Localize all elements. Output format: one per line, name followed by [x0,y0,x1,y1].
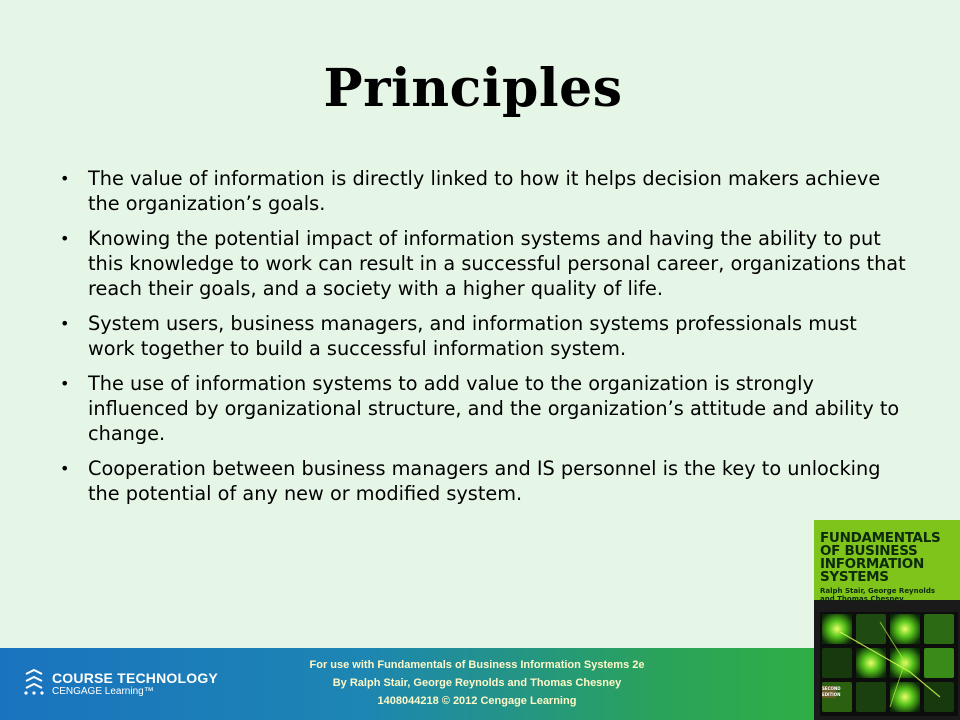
book-cover [814,520,960,720]
bullet-text: Knowing the potential impact of information systems and having the ability to put this knowledge to work can result in a successful personal career, organizations that reach their goals, and a society with a higher quality of life. [88,227,906,300]
bullet-marker: • [60,229,70,248]
footer-credit-line: By Ralph Stair, George Reynolds and Thomas Chesney [332,677,622,689]
bullet-text: The use of information systems to add value to the organization is strongly influenced by organizational structure, and the organization’s attitude and ability to change. [88,372,900,445]
course-technology-icon [22,668,46,696]
bullet-item [60,166,908,216]
logo-course-technology: COURSE TECHNOLOGY [52,670,218,686]
course-technology-logo [22,668,222,702]
footer-credit-line: For use with Fundamentals of Business Information Systems 2e [309,659,645,671]
book-cover-authors [820,587,960,603]
bullet-marker: • [60,459,70,478]
footer-credit-line: 1408044218 © 2012 Cengage Learning [377,695,577,707]
bullet-text: Cooperation between business managers and IS personnel is the key to unlocking the potential of any new or modified system. [88,457,881,505]
bullet-item [60,456,908,506]
footer-credits [252,656,702,710]
bullet-text: System users, business managers, and information systems professionals must work together to build a successful information system. [88,312,857,360]
bullet-text: The value of information is directly linked to how it helps decision makers achieve the organization’s goals. [88,167,881,215]
bullet-item [60,311,908,361]
book-cover-artwork [820,612,958,716]
bullet-marker: • [60,374,70,393]
book-cover-title: FUNDAMENTALS OF BUSINESS INFORMATION SYSTEMS [820,530,941,585]
book-cover-authors-line: and Thomas Chesney [820,595,904,603]
slide-title: Principles [323,58,623,119]
logo-cengage-learning: CENGAGE Learning™ [52,686,154,697]
bullet-item [60,226,908,301]
book-cover-edition-badge: SECOND EDITION [822,686,841,697]
bullet-marker: • [60,169,70,188]
bullet-list [60,166,908,516]
bullet-marker: • [60,314,70,333]
book-cover-authors-line: Ralph Stair, George Reynolds [820,587,935,595]
bullet-item [60,371,908,446]
